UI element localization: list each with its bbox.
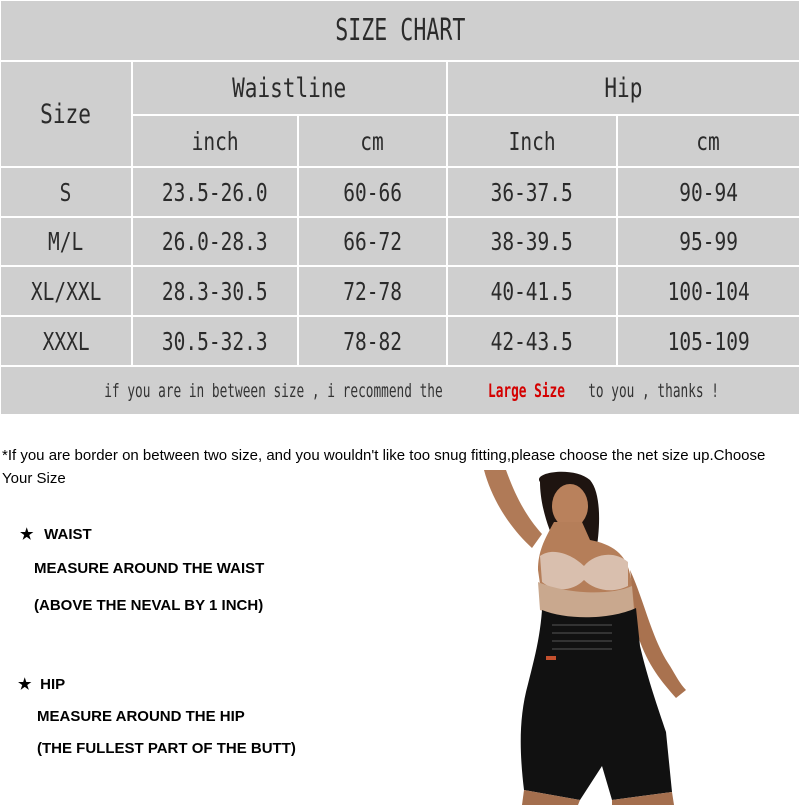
hip-title: HIP bbox=[40, 676, 66, 693]
table-cell-waist-cm: 66-72 bbox=[298, 217, 447, 266]
star-icon: ★ bbox=[20, 526, 34, 543]
table-cell-waist-cm: 72-78 bbox=[298, 266, 447, 316]
table-cell-hip-cm: 105-109 bbox=[617, 316, 800, 366]
table-cell-size: XL/XXL bbox=[0, 266, 132, 316]
table-cell-waist-cm: 60-66 bbox=[298, 167, 447, 217]
waistline-group-header: Waistline bbox=[132, 61, 447, 115]
table-cell-waist-inch: 26.0-28.3 bbox=[132, 217, 298, 266]
table-cell-size: M/L bbox=[0, 217, 132, 266]
table-cell-size: S bbox=[0, 167, 132, 217]
note-text-after: to you , thanks ! bbox=[587, 379, 719, 402]
table-cell-hip-cm: 90-94 bbox=[617, 167, 800, 217]
size-column-header: Size bbox=[0, 61, 132, 167]
hip-inch-header: Inch bbox=[447, 115, 617, 167]
model-photo bbox=[462, 470, 762, 805]
waist-instruction-detail: (ABOVE THE NEVAL BY 1 INCH) bbox=[34, 597, 264, 614]
table-cell-hip-inch: 42-43.5 bbox=[447, 316, 617, 366]
table-cell-waist-inch: 28.3-30.5 bbox=[132, 266, 298, 316]
table-cell-size: XXXL bbox=[0, 316, 132, 366]
waist-cm-header: cm bbox=[298, 115, 447, 167]
table-cell-waist-inch: 30.5-32.3 bbox=[132, 316, 298, 366]
hip-instruction: MEASURE AROUND THE HIP bbox=[37, 708, 245, 725]
table-cell-hip-inch: 36-37.5 bbox=[447, 167, 617, 217]
waist-instruction: MEASURE AROUND THE WAIST bbox=[34, 560, 265, 577]
waist-inch-header: inch bbox=[132, 115, 298, 167]
waist-title: WAIST bbox=[44, 526, 92, 543]
star-icon: ★ bbox=[18, 676, 32, 693]
hip-instruction-detail: (THE FULLEST PART OF THE BUTT) bbox=[37, 740, 296, 757]
note-text-before: if you are in between size , i recommend the bbox=[104, 379, 443, 402]
waist-heading bbox=[20, 525, 92, 543]
chart-title: SIZE CHART bbox=[0, 0, 800, 61]
hip-heading bbox=[18, 675, 65, 693]
table-cell-waist-inch: 23.5-26.0 bbox=[132, 167, 298, 217]
table-cell-hip-inch: 40-41.5 bbox=[447, 266, 617, 316]
table-cell-hip-cm: 95-99 bbox=[617, 217, 800, 266]
note-large-size-highlight: Large Size bbox=[488, 379, 566, 402]
sizing-advice-text: *If you are border on between two size, and you wouldn't like too snug fitting,please choose the net size up.Choose Your Size bbox=[2, 447, 766, 487]
table-cell-waist-cm: 78-82 bbox=[298, 316, 447, 366]
hip-cm-header: cm bbox=[617, 115, 800, 167]
hip-group-header: Hip bbox=[447, 61, 800, 115]
table-cell-hip-inch: 38-39.5 bbox=[447, 217, 617, 266]
table-cell-hip-cm: 100-104 bbox=[617, 266, 800, 316]
size-recommendation-note bbox=[0, 366, 800, 415]
